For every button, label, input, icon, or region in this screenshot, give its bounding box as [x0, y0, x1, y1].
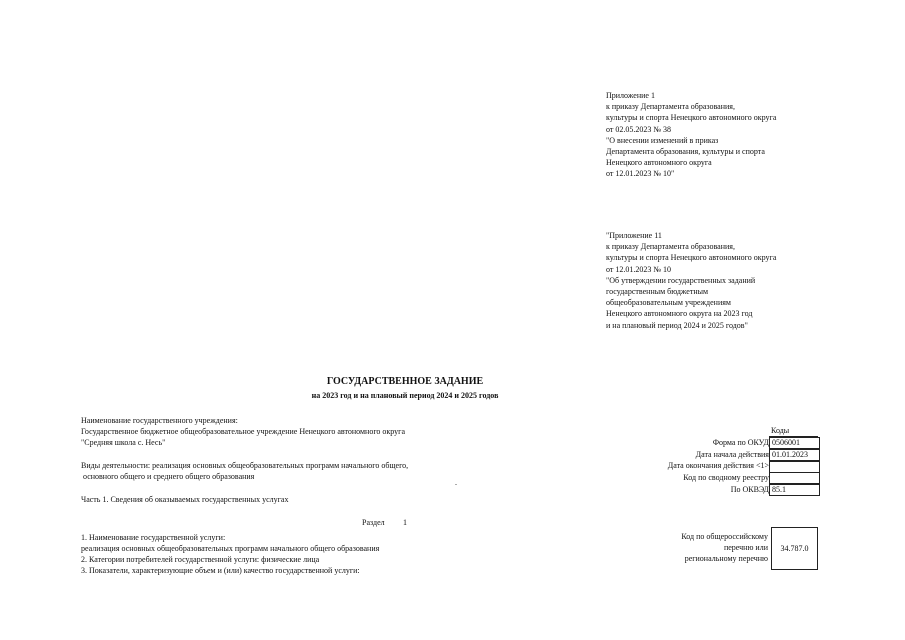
codes-header: Коды	[769, 426, 818, 437]
appendix-1-line: Приложение 1	[606, 91, 655, 100]
institution-name-line1: Государственное бюджетное общеобразовательное учреждение Ненецкого автономного округа	[81, 427, 406, 436]
service-name-value: реализация основных общеобразовательных программ начального общего образования	[81, 544, 380, 553]
institution-name-line2: "Средняя школа с. Несь"	[81, 438, 166, 447]
appendix-1-note	[606, 90, 776, 180]
code-label-start-date: Дата начала действия	[695, 450, 769, 459]
appendix-11-line: государственным бюджетным	[606, 287, 709, 297]
service-consumers: 2. Категории потребителей государственной услуги: физические лица	[81, 555, 320, 564]
part-1-heading: Часть 1. Сведения об оказываемых государственных услугах	[81, 495, 289, 504]
registry-code-value: 34.787.0	[780, 544, 809, 553]
code-label-registry: Код по сводному реестру	[683, 473, 769, 482]
activity-line1: Виды деятельности: реализация основных общеобразовательных программ начального общего,	[81, 461, 409, 470]
service-indicators: 3. Показатели, характеризующие объем и (или) качество государственной услуги:	[81, 566, 360, 575]
appendix-11-line: "Приложение 11	[606, 231, 662, 240]
code-value-okved: 85.1	[769, 484, 820, 496]
appendix-11-line: культуры и спорта Ненецкого автономного округа	[606, 253, 777, 263]
activity-line2: основного общего и среднего общего образования	[81, 472, 255, 481]
section-label: Раздел	[362, 518, 385, 527]
appendix-11-line: Ненецкого автономного округа на 2023 год	[606, 309, 753, 319]
section-number: 1	[403, 518, 407, 527]
document-title: ГОСУДАРСТВЕННОЕ ЗАДАНИЕ	[326, 376, 484, 387]
registry-code-box	[771, 527, 818, 570]
code-value-okud: 0506001	[769, 437, 820, 449]
service-name-label: 1. Наименование государственной услуги:	[81, 533, 226, 542]
scan-speck	[455, 484, 457, 485]
appendix-11-line: от 12.01.2023 № 10	[606, 264, 672, 274]
code-label-end-date: Дата окончания действия <1>	[667, 461, 769, 470]
appendix-11-line: "Об утверждении государственных заданий	[606, 275, 756, 285]
registry-label-line2: перечню или	[723, 543, 768, 552]
code-label-okved: По ОКВЭД	[730, 485, 769, 494]
registry-label-line3: региональному перечню	[684, 554, 768, 563]
appendix-11-note	[606, 230, 776, 331]
appendix-1-line: к приказу Департамента образования,	[606, 102, 735, 112]
institution-label: Наименование государственного учреждения:	[81, 416, 238, 425]
appendix-11-line: к приказу Департамента образования,	[606, 242, 735, 252]
registry-label-line1: Код по общероссийскому	[681, 532, 768, 541]
appendix-11-line: и на плановый период 2024 и 2025 годов"	[606, 320, 748, 330]
code-value-registry	[769, 472, 820, 484]
appendix-1-line: от 12.01.2023 № 10"	[606, 169, 675, 179]
appendix-1-line: Ненецкого автономного округа	[606, 158, 712, 168]
appendix-1-line: Департамента образования, культуры и спорта	[606, 147, 765, 157]
document-subtitle: на 2023 год и на плановый период 2024 и 2025 годов	[311, 391, 499, 400]
appendix-1-line: "О внесении изменений в приказ	[606, 135, 719, 145]
appendix-1-line: культуры и спорта Ненецкого автономного округа	[606, 113, 777, 123]
code-value-start-date: 01.01.2023	[769, 449, 820, 461]
appendix-11-line: общеобразовательным учреждениям	[606, 298, 731, 308]
code-label-okud: Форма по ОКУД	[712, 438, 769, 447]
appendix-1-line: от 02.05.2023 № 38	[606, 124, 672, 134]
